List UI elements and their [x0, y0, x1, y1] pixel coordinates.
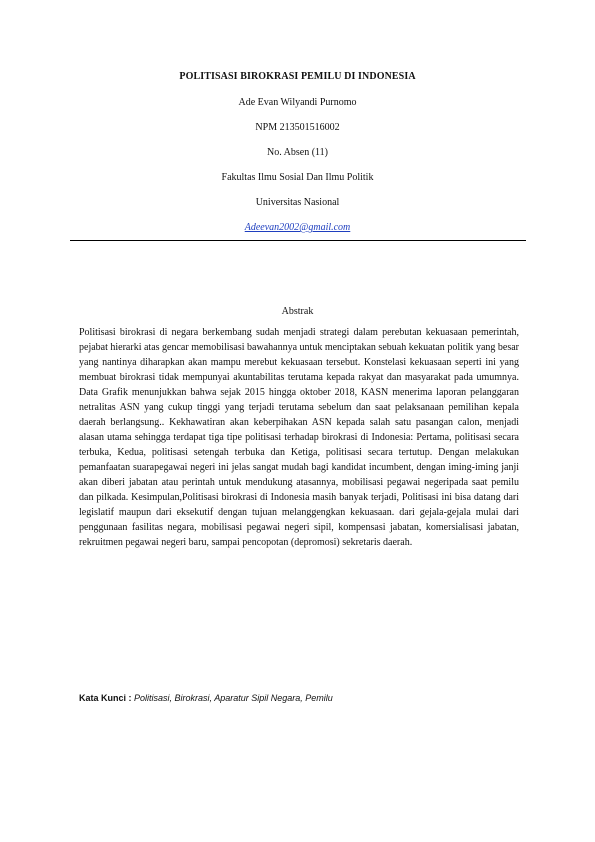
- abstract-heading: Abstrak: [281, 306, 314, 317]
- author-email: [0, 222, 595, 233]
- faculty-name: Fakultas Ilmu Sosial Dan Ilmu Politik: [221, 172, 374, 183]
- keywords-line: [79, 693, 333, 703]
- keywords-label: Kata Kunci :: [79, 693, 132, 703]
- university-name: Universitas Nasional: [255, 197, 340, 208]
- email-link[interactable]: Adeevan2002@gmail.com: [244, 222, 351, 233]
- author-name: Ade Evan Wilyandi Purnomo: [238, 97, 357, 108]
- abstract-body: Politisasi birokrasi di negara berkembang sudah menjadi strategi dalam perebutan kekuasaan pemerintah, pejabat hierarki atas gencar memobilisasi bawahannya untuk menciptakan sebuah kekuatan politik yang besar yang nantinya diharapkan akan mampu merebut kekuasaan tersebut. Konstelasi kekuasaan seperti ini yang membuat birokrasi tidak mempunyai akuntabilitas terutama kepada rakyat dan masyarakat pada umumnya. Data Grafik menunjukkan bahwa sejak 2015 hingga oktober 2018, KASN menerima laporan pelanggaran netralitas ASN yang cukup tinggi yang terjadi terutama sebelum dan saat pelaksanaan pemilihan kepala daerah berlangsung.. Kekhawatiran akan keberpihakan ASN kepada salah satu pasangan calon, menjadi alasan utama sehingga terdapat tiga tipe politisasi terhadap birokrasi di Indonesia: Pertama, politisasi secara terbuka, Kedua, politisasi setengah terbuka dan Ketiga, politisasi secara tertutup. Dengan melakukan pemanfaatan suarapegawai negeri ini jelas sangat mudah bagi kandidat incumbent, dengan iming-iming janji akan diberi jabatan atau perintah untuk mendukung atasannya, mobilisasi pegawai negeripada saat pemilu dan pilkada. Kesimpulan,Politisasi birokrasi di Indonesia masih banyak terjadi, Politisasi ini bisa datang dari legislatif maupun dari eksekutif dengan tujuan melanggengkan kekuasaan. dari gejala-gejala mulai dari penggunaan fasilitas negara, mobilisasi pegawai negeri sipil, kompensasi jabatan, komersialisasi jabatan, rekruitmen pegawai negeri baru, sampai pencopotan (depromosi) sekretaris daerah.: [79, 327, 519, 548]
- absen-number: No. Absen (11): [266, 147, 328, 158]
- keywords-value: Politisasi, Birokrasi, Aparatur Sipil Negara, Pemilu: [134, 693, 333, 703]
- student-id: NPM 213501516002: [255, 122, 340, 133]
- paper-title: POLITISASI BIROKRASI PEMILU DI INDONESIA: [179, 71, 416, 82]
- header-divider: [70, 240, 526, 241]
